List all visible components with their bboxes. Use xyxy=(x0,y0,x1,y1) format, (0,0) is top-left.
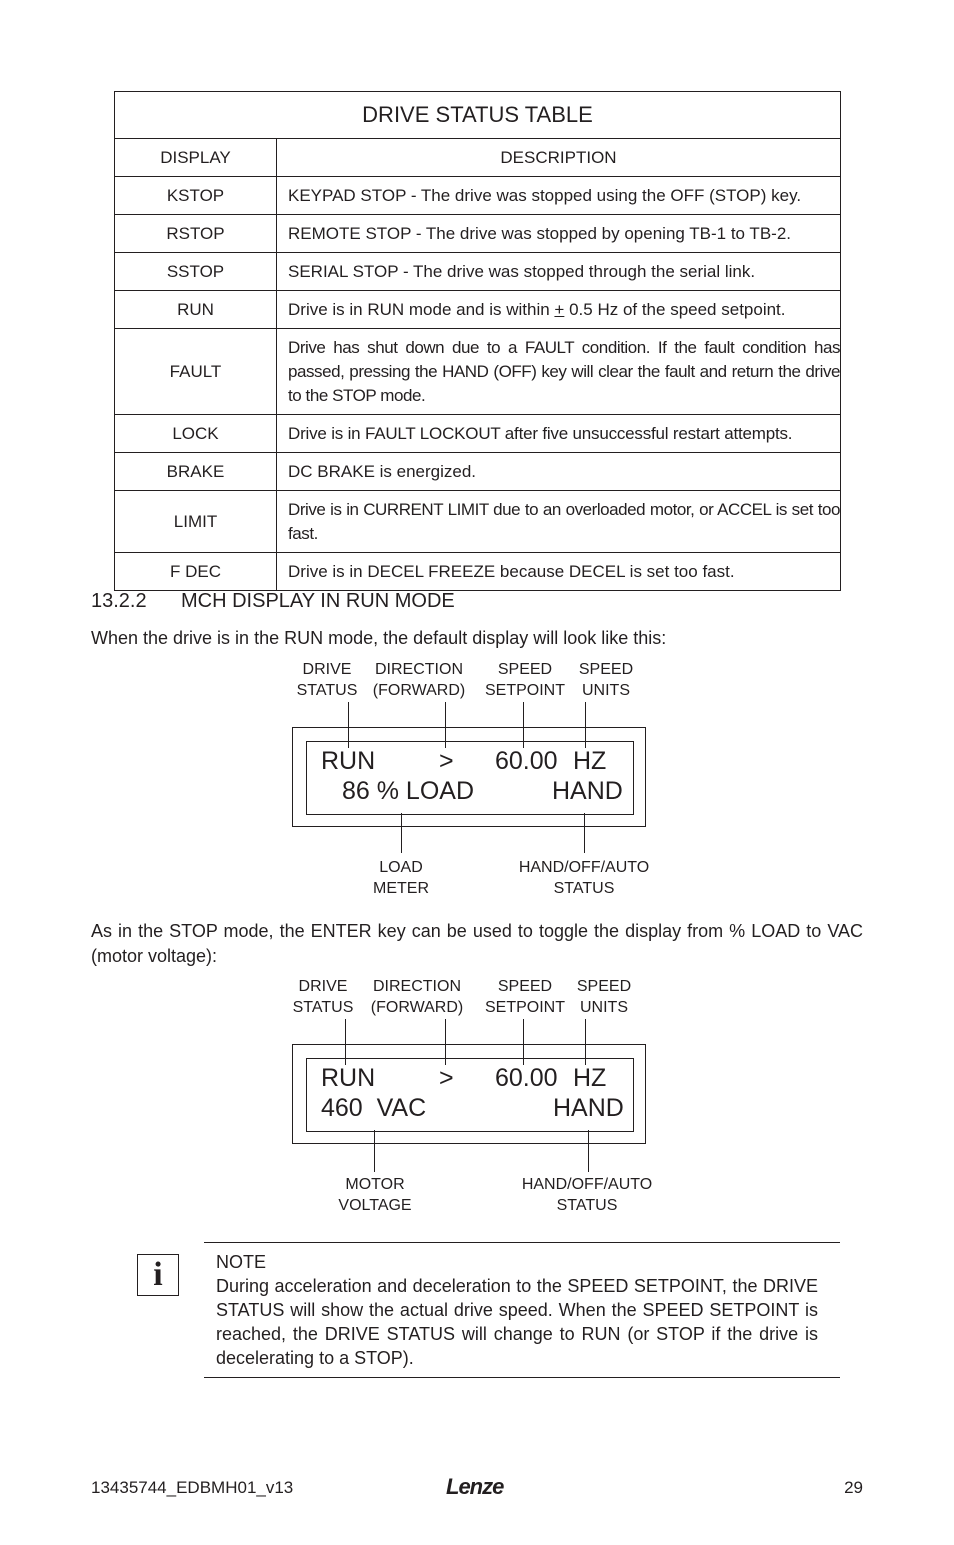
note-body: During acceleration and deceleration to the SPEED SETPOINT, the DRIVE STATUS will show the actual drive speed. When the SPEED SETPOINT is reached, the DRIVE STATUS will change to RUN (or STOP if the drive is decelerating to a STOP). xyxy=(216,1276,818,1368)
table-row xyxy=(115,415,841,453)
status-description: KEYPAD STOP - The drive was stopped using the OFF (STOP) key. xyxy=(277,177,841,215)
section-title: MCH DISPLAY IN RUN MODE xyxy=(181,590,455,612)
lcd-load-meter: 86 % LOAD xyxy=(342,777,475,805)
label-speed-units: SPEED UNITS xyxy=(576,978,632,1016)
lcd-drive-status: RUN xyxy=(321,747,376,775)
lcd-speed-setpoint: 60.00 xyxy=(495,747,558,775)
status-description: Drive is in FAULT LOCKOUT after five unsuccessful restart attempts. xyxy=(277,415,841,453)
plus-minus-sign: + xyxy=(554,299,565,319)
table-row xyxy=(115,215,841,253)
lcd-drive-status: RUN xyxy=(321,1064,376,1092)
label-speed-units: SPEED UNITS xyxy=(578,661,634,699)
label-drive-status: DRIVE STATUS xyxy=(296,661,358,699)
table-row xyxy=(115,291,841,329)
status-description: Drive is in CURRENT LIMIT due to an overloaded motor, or ACCEL is set too fast. xyxy=(277,491,841,553)
label-hand-off-auto-status: HAND/OFF/AUTO STATUS xyxy=(521,1176,653,1214)
lcd-screen xyxy=(306,741,634,815)
table-row xyxy=(115,253,841,291)
lcd-direction: > xyxy=(439,747,454,775)
section-heading xyxy=(91,590,455,613)
lcd-motor-voltage: 460 VAC xyxy=(321,1094,427,1122)
lcd-speed-setpoint: 60.00 xyxy=(495,1064,558,1092)
page-number: 29 xyxy=(844,1478,863,1497)
status-description: SERIAL STOP - The drive was stopped through the serial link. xyxy=(277,253,841,291)
lcd-speed-units: HZ xyxy=(573,747,607,775)
status-description: DC BRAKE is energized. xyxy=(277,453,841,491)
note-bottom-rule xyxy=(204,1377,840,1378)
drive-status-table xyxy=(114,91,841,591)
column-header-description: DESCRIPTION xyxy=(277,139,841,177)
pointer-line xyxy=(374,1130,375,1172)
lcd-hand-off-auto: HAND xyxy=(553,1094,624,1122)
note-title: NOTE xyxy=(216,1252,267,1272)
table-title: DRIVE STATUS TABLE xyxy=(115,92,841,139)
label-hand-off-auto-status: HAND/OFF/AUTO STATUS xyxy=(518,859,650,897)
status-description: REMOTE STOP - The drive was stopped by opening TB-1 to TB-2. xyxy=(277,215,841,253)
status-description-part: Drive is in RUN mode and is within xyxy=(288,299,555,319)
status-code: RUN xyxy=(115,291,277,329)
lcd-diagram-voltage xyxy=(292,975,653,1235)
pointer-line xyxy=(401,813,402,853)
table-row xyxy=(115,491,841,553)
status-code: SSTOP xyxy=(115,253,277,291)
lcd-direction: > xyxy=(439,1064,454,1092)
intro-paragraph: When the drive is in the RUN mode, the default display will look like this: xyxy=(91,628,667,648)
status-code: FAULT xyxy=(115,329,277,415)
column-header-display: DISPLAY xyxy=(115,139,277,177)
status-code: KSTOP xyxy=(115,177,277,215)
label-direction: DIRECTION (FORWARD) xyxy=(372,661,466,699)
pointer-line xyxy=(584,813,585,853)
lcd-display xyxy=(292,727,646,827)
status-description-part: 0.5 Hz of the speed setpoint. xyxy=(564,299,786,319)
status-description: Drive has shut down due to a FAULT condition. If the fault condition has passed, pressing the HAND (OFF) key will clear the fault and return the drive to the STOP mode. xyxy=(277,329,841,415)
status-code: LOCK xyxy=(115,415,277,453)
label-motor-voltage: MOTOR VOLTAGE xyxy=(338,1176,412,1214)
note-top-rule xyxy=(204,1242,840,1243)
pointer-line xyxy=(588,1130,589,1172)
toggle-paragraph: As in the STOP mode, the ENTER key can be used to toggle the display from % LOAD to VAC (motor voltage): xyxy=(91,921,863,966)
status-code: F DEC xyxy=(115,553,277,591)
status-code: LIMIT xyxy=(115,491,277,553)
lcd-diagram-load xyxy=(292,658,648,918)
footer-document-id: 13435744_EDBMH01_v13 xyxy=(91,1478,294,1497)
lenze-logo: Lenze xyxy=(446,1474,504,1499)
section-number: 13.2.2 xyxy=(91,590,147,612)
table-row xyxy=(115,177,841,215)
table-row xyxy=(115,453,841,491)
status-code: BRAKE xyxy=(115,453,277,491)
label-drive-status: DRIVE STATUS xyxy=(292,978,354,1016)
label-speed-setpoint: SPEED SETPOINT xyxy=(484,978,566,1016)
status-description: Drive is in DECEL FREEZE because DECEL is set too fast. xyxy=(277,553,841,591)
table-row xyxy=(115,553,841,591)
status-description xyxy=(277,291,841,329)
label-load-meter: LOAD METER xyxy=(373,859,429,897)
status-code: RSTOP xyxy=(115,215,277,253)
lcd-speed-units: HZ xyxy=(573,1064,607,1092)
lcd-display xyxy=(292,1044,646,1144)
table-row xyxy=(115,329,841,415)
label-direction: DIRECTION (FORWARD) xyxy=(370,978,464,1016)
lcd-screen xyxy=(306,1058,634,1132)
label-speed-setpoint: SPEED SETPOINT xyxy=(484,661,566,699)
info-icon: i xyxy=(137,1254,179,1296)
lcd-hand-off-auto: HAND xyxy=(552,777,623,805)
